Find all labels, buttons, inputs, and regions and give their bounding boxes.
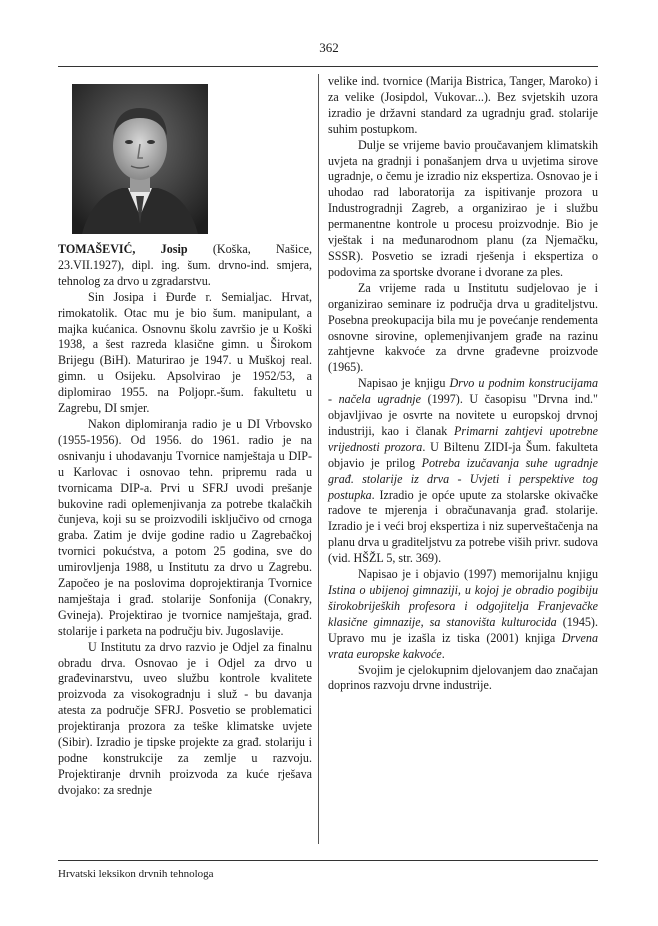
paragraph-memorial-book	[328, 567, 598, 662]
text-run: (1945). Upravo mu je izašla iz tiska (2001) knjiga	[328, 614, 598, 645]
paragraph-publications	[328, 376, 598, 567]
paragraph-career: Nakon diplomiranja radio je u DI Vrbovsko (1955-1956). Od 1956. do 1961. radio je na osnivanju i uhodavanju Tvornice namještaja u DIP-u Karlovac i osnovao tehn. pripremu rada u tvornicama DIP-a. Prvi u SFRJ uvodi prešanje bukovine radi oplemenjivanja za potrebe tkalačkih čunjeva, koji su se proizvodili isključivo od crnoga graba. Zatim je dvije godine radio u Zagrebačkoj tvornici pokućstva, a potom 25 godina, sve do umirovljenja 1988, u Institutu za drvo u Zagrebu. Započeo je na poslovima doprojektiranja Tvornice namještaja i građ. stolarije Sonfonija (Conakry, Gvineja). Projektirao je tvornice namještaja, građ. stolarije i parketa na području biv. Jugoslavije.	[58, 416, 312, 638]
footer-rule	[58, 860, 598, 861]
paragraph-family: Sin Josipa i Đurđe r. Semialjac. Hrvat, rimokatolik. Otac mu je bio šum. manipulant, a majka kućanica. Osnovnu školu završio je u Koški 1938, a šest razreda klasične gimn. u Širokom Brijegu (BiH). Maturirao je 1947. u Muškoj real. gimn. u Osijeku. Apsolvirao je 1952/53, a diplomirao 1955. na Poljopr.-šum. fakultetu u Zagrebu, DI smjer.	[58, 289, 312, 416]
book-title: Drvena vrata europske kakvoće	[328, 630, 598, 661]
text-run: .	[441, 646, 445, 661]
entry-headword: TOMAŠEVIĆ, Josip	[58, 242, 188, 256]
paragraph-institute: U Institutu za drvo razvio je Odjel za finalnu obradu drva. Osnovao je i Odjel za drvo u građevinarstvu, uveo službu kontrole kvalitete proizvoda za visokogradnju i služ - bu davanja atesta za područje SFRJ. Posvetio se problematici projektiranja prozora za teške klimatske uvjete (Sibir). Izradio je tipske projekte za građ. stolariju i podne konstrukcije za zemlje u razvoju. Projektiranje drvnih proizvoda za kuće rješava dvojako: za srednje	[58, 639, 312, 797]
paragraph-conclusion: Svojim je cjelokupnim djelovanjem dao značajan doprinos razvoju drvne industrije.	[328, 662, 598, 693]
paragraph-seminars: Za vrijeme rada u Institutu sudjelovao je i organizirao seminare iz područja drva u graditeljstvu. Posebna preokupacija bila mu je povećanje rendementa osnovne sirovine, oplemenjivanjem građe na razinu zahtjevne kakvoće za drvne građevne proizvode (1965).	[328, 280, 598, 375]
article-title: Primarni zahtjevi upotrebne vrijednosti prozora	[328, 423, 598, 454]
portrait-photo	[72, 84, 208, 234]
entry-intro-text: (Koška, Našice, 23.VII.1927), dipl. ing. šum. drvno-ind. smjera, tehnolog za drvo u zgradarstvu.	[58, 242, 312, 288]
text-run: . Izradio je opće upute za stolarske okivačke radove te mjerenja i obračunavanja građ. stolarije. Izradio je i veći broj ekspertiza i niz superveštačenja na planu drva u graditeljstvu za potrebe viših privr. sudova (vid. HŠŽL 5, str. 369).	[328, 487, 598, 566]
paragraph-climate: Dulje se vrijeme bavio proučavanjem klimatskih uvjeta na gradnji i ponašanjem drva u uvjetima sirove ugradnje, o čemu je izradio niz ekspertiza. Osnovao je i uhodao rad laboratorija za ispitivanje prozora u Industrogradnji Zagreb, a organizirao je i službu permanentne kontrole u procesu proizvodnje. Bio je vještak i na međunarodnom planu (za Njemačku, SSSR). Posvetio se izradi rješenja i ekspertiza o podovima za sportske dvorane i dvorane za ples.	[328, 137, 598, 279]
article-title: Potreba izučavanja suhe ugradnje građ. stolarije iz drva - Uvjeti i perspektive tog postupka	[328, 455, 598, 502]
page-number: 362	[319, 40, 339, 55]
entry-intro	[58, 242, 312, 290]
paragraph-continuation: velike ind. tvornice (Marija Bistrica, Tanger, Maroko) i za velike (Josipdol, Vukovar...). Bez svjetskih uzora izradio je državni standard za ugradnju građ. stolarije suhim postupkom.	[328, 74, 598, 136]
right-column	[328, 74, 598, 694]
text-run: Napisao je knjigu	[358, 376, 450, 391]
text-run: . U Biltenu ZIDI-ja Šum. fakulteta objavio je prilog	[328, 439, 598, 470]
footer-title: Hrvatski leksikon drvnih tehnologa	[58, 868, 214, 880]
text-run: (1997). U časopisu "Drvna ind." objavljivao je osvrte na novitete u europskoj drvnoj industriji, kao i članak	[328, 392, 598, 438]
header-rule	[58, 66, 598, 67]
column-divider	[318, 74, 319, 844]
left-column	[58, 242, 312, 799]
book-title: Istina o ubijenoj gimnaziji, u kojoj je obradio pogibiju širokobrijeških profesora i odgojitelja Franjevačke klasične gimnazije, sa stanovišta kulturocida	[328, 583, 598, 629]
book-title: Drvo u podnim konstrucijama - načela ugradnje	[328, 376, 598, 407]
text-run: Napisao je i objavio (1997) memorijalnu knjigu	[358, 567, 598, 582]
